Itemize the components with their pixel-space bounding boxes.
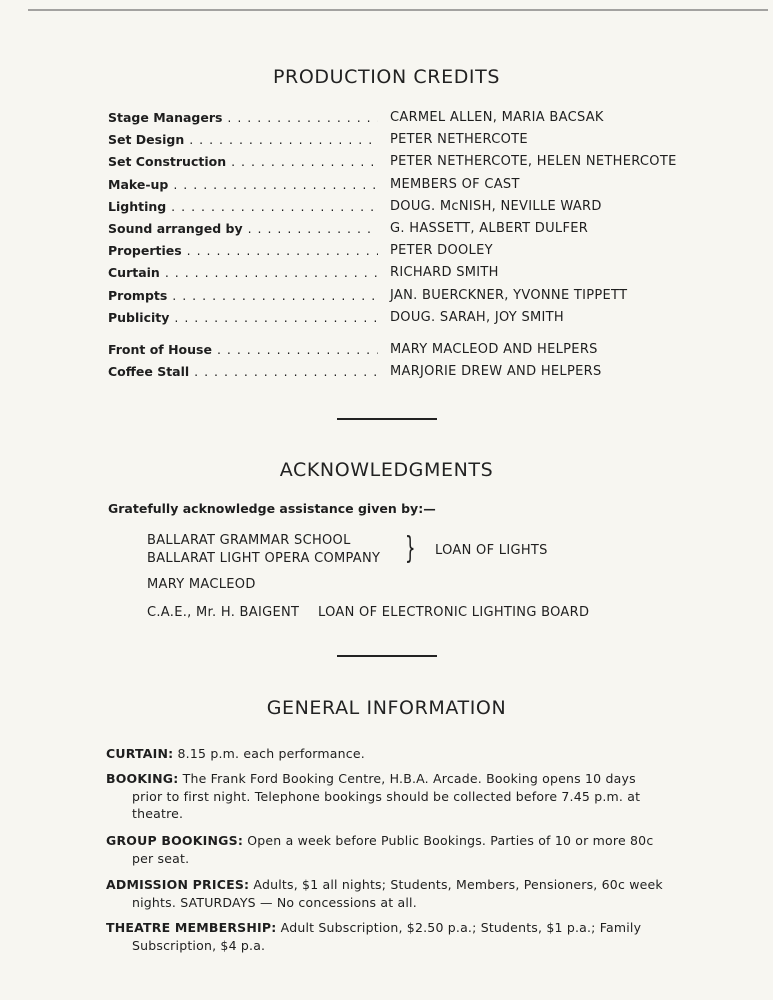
production-credits-heading: PRODUCTION CREDITS: [272, 66, 500, 88]
ack-opera-company: BALLARAT LIGHT OPERA COMPANY: [147, 551, 381, 566]
credit-role: Publicity . . .: [108, 310, 378, 325]
section-divider: [337, 418, 437, 420]
credit-name: G. HASSETT, ALBERT DULFER: [390, 220, 589, 236]
credit-row: [108, 221, 728, 243]
ack-cae: C.A.E., Mr. H. BAIGENT: [147, 605, 300, 620]
info-text: The Frank Ford Booking Centre, H.B.A. Arcade. Booking opens 10 days: [182, 771, 636, 786]
credit-name: PETER NETHERCOTE: [390, 132, 528, 148]
credit-row: [108, 199, 728, 221]
credit-row: [108, 310, 728, 332]
credit-row: [108, 243, 728, 265]
info-curtain: [106, 745, 668, 763]
top-edge-line: [28, 9, 768, 11]
general-information-heading: GENERAL INFORMATION: [266, 697, 507, 719]
section-divider: [337, 655, 437, 657]
credit-name: CARMEL ALLEN, MARIA BACSAK: [390, 110, 604, 125]
credit-row: [108, 364, 728, 386]
info-text: prior to first night. Telephone bookings should be collected before 7.45 p.m. at: [132, 788, 641, 804]
info-text: Adult Subscription, $2.50 p.a.; Students, $1 p.a.; Family: [280, 920, 642, 935]
info-label: GROUP BOOKINGS:: [106, 833, 244, 848]
credit-name: PETER DOOLEY: [390, 243, 493, 259]
credit-name: MARY MACLEOD AND HELPERS: [390, 341, 598, 357]
ack-grammar-school: BALLARAT GRAMMAR SCHOOL: [147, 533, 351, 548]
credit-row: [108, 265, 728, 287]
info-group-bookings: [106, 832, 668, 867]
ack-loan-of-lights: LOAN OF LIGHTS: [435, 543, 548, 558]
acknowledgments-heading: ACKNOWLEDGMENTS: [279, 459, 494, 481]
info-admission-prices: [106, 876, 668, 911]
credit-role: Make-up . . .: [108, 177, 378, 192]
credit-role: Coffee Stall . . .: [108, 364, 378, 379]
credit-role: Properties . . .: [108, 243, 378, 258]
info-label: ADMISSION PRICES:: [106, 877, 250, 892]
credit-name: MARJORIE DREW AND HELPERS: [390, 364, 602, 380]
info-text: nights. SATURDAYS — No concessions at all.: [132, 894, 417, 910]
ack-mary-macleod: MARY MACLEOD: [147, 577, 256, 592]
credit-name: RICHARD SMITH: [390, 265, 499, 281]
info-text: theatre.: [132, 806, 184, 821]
info-theatre-membership: [106, 919, 668, 954]
info-text: Adults, $1 all nights; Students, Members, Pensioners, 60c week: [253, 877, 663, 892]
info-text: per seat.: [132, 850, 190, 866]
credit-name: DOUG. McNISH, NEVILLE WARD: [390, 198, 602, 214]
info-text: Subscription, $4 p.a.: [132, 937, 266, 953]
credit-name: PETER NETHERCOTE, HELEN NETHERCOTE: [390, 154, 677, 170]
credit-role: Front of House . . .: [108, 342, 378, 357]
info-text: 8.15 p.m. each performance.: [177, 746, 365, 761]
credits-list: [108, 110, 728, 386]
credit-row: [108, 132, 728, 154]
credit-name: MEMBERS OF CAST: [390, 176, 520, 192]
credit-role: Sound arranged by . . .: [108, 221, 378, 236]
credit-name: DOUG. SARAH, JOY SMITH: [390, 309, 564, 325]
credit-role: Lighting . . .: [108, 199, 378, 214]
info-label: THEATRE MEMBERSHIP:: [106, 920, 277, 935]
credit-name: JAN. BUERCKNER, YVONNE TIPPETT: [390, 287, 628, 303]
credit-role: Set Construction . . .: [108, 154, 378, 169]
info-text: Open a week before Public Bookings. Parties of 10 or more 80c: [247, 833, 654, 848]
credit-role: Set Design . . .: [108, 132, 378, 147]
credit-row: [108, 154, 728, 176]
credit-row: [108, 177, 728, 199]
brace-symbol: }: [405, 531, 416, 566]
credit-row: [108, 342, 728, 364]
credit-role: Stage Managers . . .: [108, 110, 378, 125]
acknowledgments-intro: Gratefully acknowledge assistance given by:—: [108, 501, 436, 516]
credit-role: Prompts . . .: [108, 288, 378, 303]
ack-cae-loan: LOAN OF ELECTRONIC LIGHTING BOARD: [318, 605, 590, 620]
credit-role: Curtain . . .: [108, 265, 378, 280]
info-booking: [106, 770, 668, 823]
credit-row: [108, 288, 728, 310]
info-label: CURTAIN:: [106, 746, 174, 761]
info-label: BOOKING:: [106, 771, 179, 786]
credit-row: [108, 110, 728, 132]
